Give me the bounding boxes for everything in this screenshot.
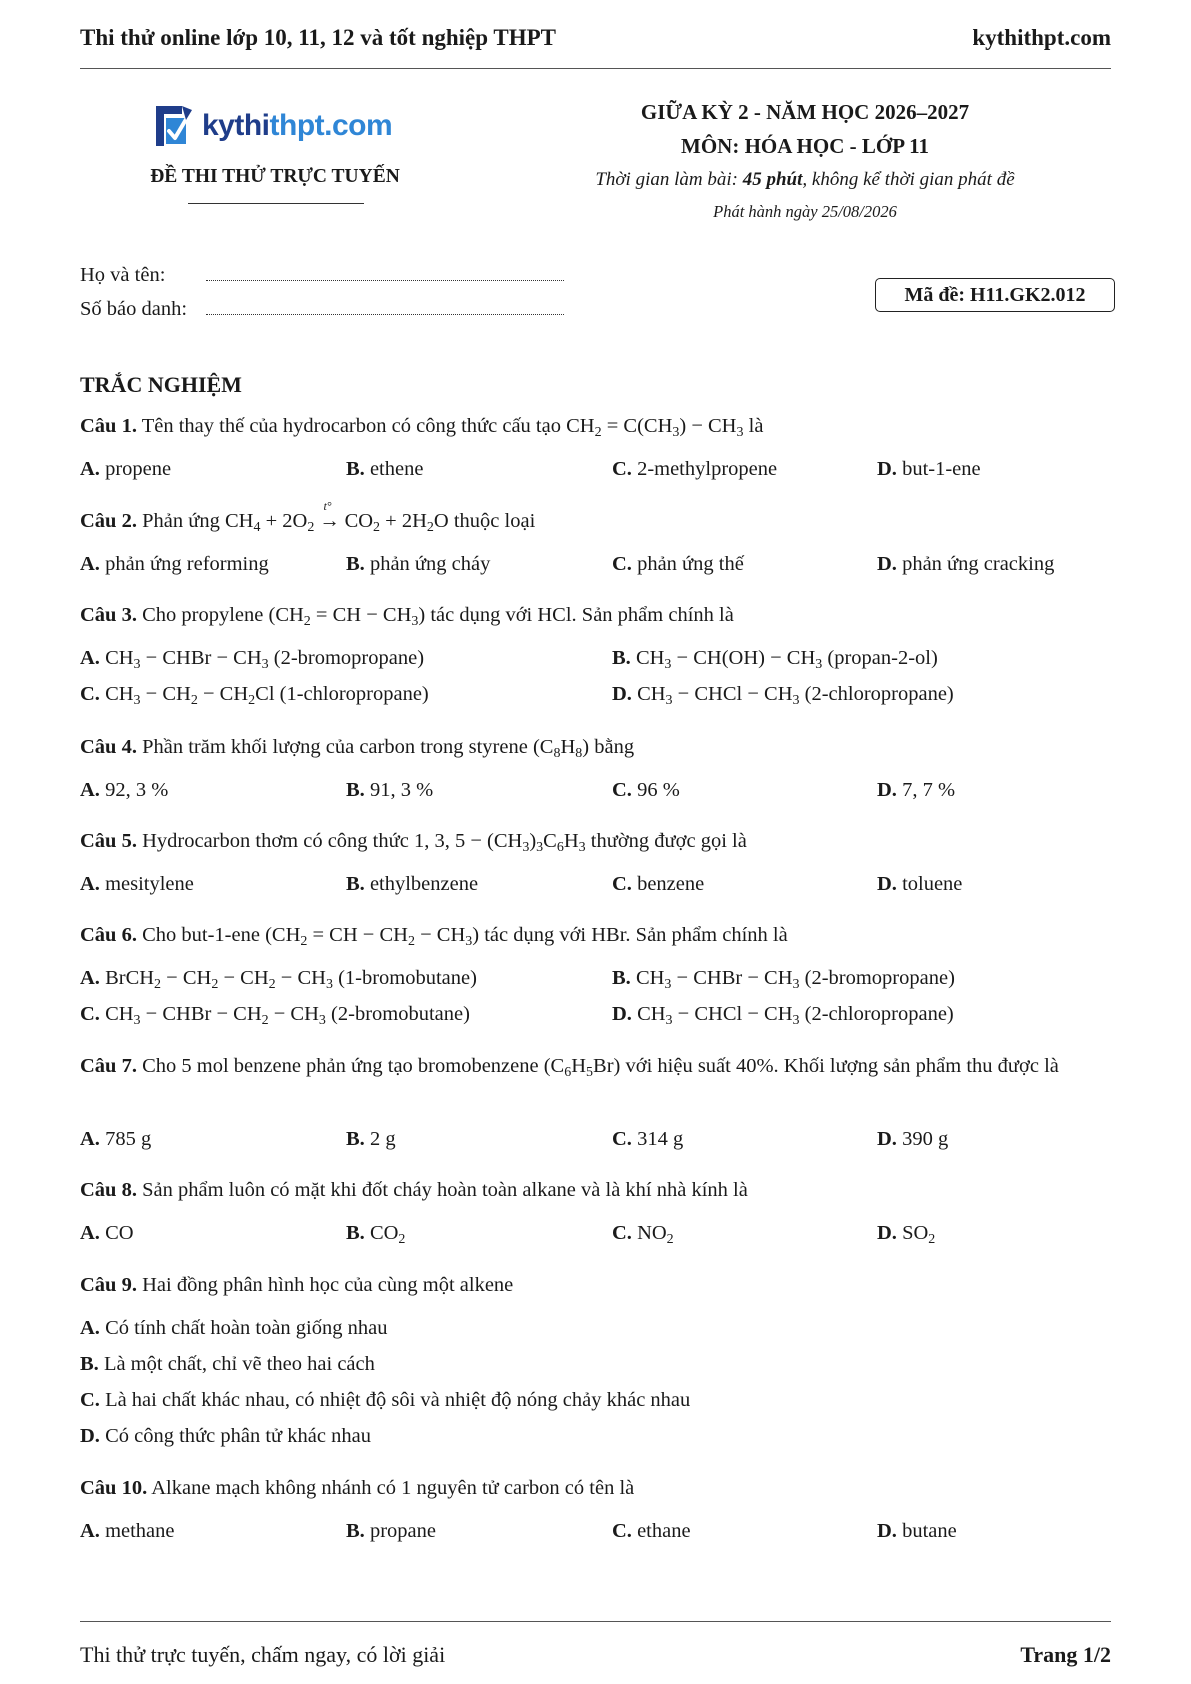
option-letter: B. bbox=[612, 967, 631, 989]
q8-option-a[interactable] bbox=[80, 1218, 134, 1248]
question-9-label: Câu 9. bbox=[80, 1274, 137, 1296]
option-letter: A. bbox=[80, 553, 100, 575]
question-9-text: Hai đồng phân hình học của cùng một alkene bbox=[142, 1274, 514, 1296]
header-left-text: Thi thử online lớp 10, 11, 12 và tốt nghiệp THPT bbox=[80, 25, 556, 50]
option-text: $CH_3 - CH_2 - CH_2Cl$ (1-chloropropane) bbox=[105, 683, 429, 708]
q1-option-b[interactable] bbox=[346, 454, 423, 484]
q6-option-b[interactable] bbox=[612, 963, 955, 993]
option-letter: D. bbox=[877, 779, 897, 801]
question-10 bbox=[80, 1473, 1111, 1503]
question-5-label: Câu 5. bbox=[80, 830, 137, 852]
option-letter: B. bbox=[346, 873, 365, 895]
q10-option-c[interactable] bbox=[612, 1516, 691, 1546]
option-text: $CH_3 - CH(OH) - CH_3$ (propan-2-ol) bbox=[635, 647, 938, 672]
q9-option-b[interactable] bbox=[80, 1349, 375, 1379]
option-letter: C. bbox=[612, 1520, 632, 1542]
option-text: $NO_2$ bbox=[637, 1222, 674, 1247]
option-letter: A. bbox=[80, 1222, 100, 1244]
question-4 bbox=[80, 732, 1111, 762]
q6-option-d[interactable] bbox=[612, 999, 954, 1029]
option-letter: B. bbox=[346, 1222, 365, 1244]
student-name-row bbox=[80, 264, 564, 287]
q10-option-b[interactable] bbox=[346, 1516, 436, 1546]
question-7-label: Câu 7. bbox=[80, 1055, 137, 1077]
option-letter: C. bbox=[80, 1003, 100, 1025]
question-7-text: Cho 5 mol benzene phản ứng tạo bromobenzene $(C_6H_5Br)$ với hiệu suất 40%. Khối lượng sản phẩm thu được là bbox=[142, 1055, 1059, 1080]
q6-option-c[interactable] bbox=[80, 999, 470, 1029]
question-6-text: Cho but-1-ene ($CH_2$ = CH − $CH_2 - CH_3$) tác dụng với HBr. Sản phẩm chính là bbox=[142, 924, 788, 949]
option-text: ethylbenzene bbox=[369, 873, 479, 895]
exam-time-value: 45 phút bbox=[742, 169, 803, 190]
option-text: methane bbox=[105, 1520, 175, 1542]
option-letter: A. bbox=[80, 873, 100, 895]
option-text: 92, 3 % bbox=[105, 779, 169, 801]
option-text: Có tính chất hoàn toàn giống nhau bbox=[105, 1317, 388, 1339]
q4-option-c[interactable] bbox=[612, 775, 680, 805]
option-letter: A. bbox=[80, 647, 100, 669]
question-10-label: Câu 10. bbox=[80, 1477, 148, 1499]
question-4-text: Phần trăm khối lượng của carbon trong styrene $(C_8H_8)$ bằng bbox=[142, 736, 635, 761]
option-letter: D. bbox=[877, 1520, 897, 1542]
student-id-label: Số báo danh: bbox=[80, 298, 188, 320]
question-1 bbox=[80, 411, 1111, 441]
option-text: ethane bbox=[637, 1520, 691, 1542]
q2-option-d[interactable] bbox=[877, 549, 1054, 579]
q5-option-b[interactable] bbox=[346, 869, 478, 899]
q2-option-b[interactable] bbox=[346, 549, 490, 579]
option-text: BrCH$_2$ − $CH_2 - CH_2 - CH_3$ (1-bromobutane) bbox=[105, 967, 477, 992]
option-letter: C. bbox=[612, 1128, 632, 1150]
option-letter: A. bbox=[80, 779, 100, 801]
option-text: 785 g bbox=[105, 1128, 152, 1150]
question-4-label: Câu 4. bbox=[80, 736, 137, 758]
q4-option-a[interactable] bbox=[80, 775, 168, 805]
q7-option-d[interactable] bbox=[877, 1124, 948, 1154]
question-8 bbox=[80, 1175, 1111, 1205]
option-letter: D. bbox=[877, 458, 897, 480]
option-letter: C. bbox=[612, 458, 632, 480]
footer-tagline: Thi thử trực tuyến, chấm ngay, có lời giải bbox=[80, 1642, 446, 1667]
option-text: mesitylene bbox=[105, 873, 194, 895]
option-letter: B. bbox=[346, 553, 365, 575]
question-2-text: Phản ứng $CH_4 + 2O_2$ t° → $CO_2 + 2H_2O$ thuộc loại bbox=[142, 499, 536, 535]
header-site-link[interactable]: kythithpt.com bbox=[972, 25, 1111, 50]
question-1-label: Câu 1. bbox=[80, 415, 137, 437]
option-letter: B. bbox=[346, 1128, 365, 1150]
question-2 bbox=[80, 499, 1111, 536]
option-letter: A. bbox=[80, 1128, 100, 1150]
student-id-field[interactable] bbox=[206, 310, 564, 315]
option-text: 2 g bbox=[369, 1128, 396, 1150]
option-text: phản ứng cháy bbox=[369, 553, 491, 575]
option-text: propane bbox=[369, 1520, 436, 1542]
question-3-text: Cho propylene ($CH_2$ = CH − $CH_3$) tác dụng với HCl. Sản phẩm chính là bbox=[142, 604, 734, 629]
option-text: phản ứng cracking bbox=[902, 553, 1055, 575]
option-letter: B. bbox=[80, 1353, 99, 1375]
option-text: CO bbox=[105, 1222, 134, 1244]
org-subtitle: ĐỀ THI THỬ TRỰC TUYẾN bbox=[150, 166, 400, 187]
option-text: toluene bbox=[902, 873, 963, 895]
option-text: ethene bbox=[369, 458, 424, 480]
logo-mark-icon bbox=[152, 100, 198, 152]
q3-option-d[interactable] bbox=[612, 679, 954, 709]
student-name-label: Họ và tên: bbox=[80, 264, 166, 286]
q10-option-d[interactable] bbox=[877, 1516, 957, 1546]
logo-text-part2: thpt.com bbox=[269, 109, 393, 142]
exam-title: GIỮA KỲ 2 - NĂM HỌC 2026–2027 bbox=[640, 100, 970, 124]
q3-option-c[interactable] bbox=[80, 679, 429, 709]
question-8-label: Câu 8. bbox=[80, 1179, 137, 1201]
exam-info bbox=[555, 95, 1055, 227]
q1-option-c[interactable] bbox=[612, 454, 777, 484]
option-text: butane bbox=[902, 1520, 957, 1542]
option-letter: D. bbox=[80, 1425, 100, 1447]
option-text: 390 g bbox=[902, 1128, 949, 1150]
option-letter: C. bbox=[612, 779, 632, 801]
q5-option-c[interactable] bbox=[612, 869, 704, 899]
footer-divider bbox=[80, 1621, 1111, 1622]
question-3 bbox=[80, 600, 1111, 630]
option-letter: A. bbox=[80, 458, 100, 480]
logo-wordmark bbox=[202, 109, 392, 143]
option-letter: C. bbox=[612, 1222, 632, 1244]
site-logo[interactable] bbox=[152, 100, 392, 152]
option-text: 91, 3 % bbox=[369, 779, 434, 801]
question-1-text: Tên thay thế của hydrocarbon có công thức cấu tạo $CH_2 = C(CH_3) - CH_3$ là bbox=[141, 415, 764, 440]
option-letter: D. bbox=[877, 553, 897, 575]
option-text: propene bbox=[105, 458, 172, 480]
q9-option-a[interactable] bbox=[80, 1313, 387, 1343]
option-letter: A. bbox=[80, 1317, 100, 1339]
option-letter: C. bbox=[612, 553, 632, 575]
q3-option-a[interactable] bbox=[80, 643, 424, 673]
page-number: Trang 1/2 bbox=[1020, 1642, 1111, 1667]
question-6-label: Câu 6. bbox=[80, 924, 137, 946]
option-text: $CH_3$ − CHCl − $CH_3$ (2-chloropropane) bbox=[637, 1003, 954, 1028]
option-text: $SO_2$ bbox=[902, 1222, 936, 1247]
exam-time-prefix: Thời gian làm bài: bbox=[595, 169, 743, 190]
option-text: but-1-ene bbox=[902, 458, 981, 480]
option-letter: C. bbox=[80, 1389, 100, 1411]
q7-option-a[interactable] bbox=[80, 1124, 151, 1154]
option-text: phản ứng reforming bbox=[105, 553, 269, 575]
option-text: $CO_2$ bbox=[369, 1222, 406, 1247]
q1-option-a[interactable] bbox=[80, 454, 171, 484]
option-letter: B. bbox=[612, 647, 631, 669]
question-9 bbox=[80, 1270, 1111, 1300]
q4-option-d[interactable] bbox=[877, 775, 955, 805]
q8-option-b[interactable] bbox=[346, 1218, 405, 1248]
option-text: $CH_3$ − CHBr − $CH_3$ (2-bromopropane) bbox=[105, 647, 425, 672]
q10-option-a[interactable] bbox=[80, 1516, 175, 1546]
option-letter: A. bbox=[80, 1520, 100, 1542]
option-letter: D. bbox=[612, 683, 632, 705]
q8-option-c[interactable] bbox=[612, 1218, 674, 1248]
question-5 bbox=[80, 826, 1111, 856]
question-6 bbox=[80, 920, 1111, 950]
q1-option-d[interactable] bbox=[877, 454, 981, 484]
option-text: phản ứng thế bbox=[637, 553, 744, 575]
question-8-text: Sản phẩm luôn có mặt khi đốt cháy hoàn toàn alkane và là khí nhà kính là bbox=[142, 1179, 748, 1201]
question-5-text: Hydrocarbon thơm có công thức 1, 3, $5 - (CH_3)_3C_6H_3$ thường được gọi là bbox=[142, 830, 747, 855]
q9-option-d[interactable] bbox=[80, 1421, 371, 1451]
option-letter: D. bbox=[612, 1003, 632, 1025]
question-7 bbox=[80, 1051, 1111, 1081]
q9-option-c[interactable] bbox=[80, 1385, 690, 1415]
page-header bbox=[80, 20, 1111, 56]
option-letter: D. bbox=[877, 873, 897, 895]
q5-option-d[interactable] bbox=[877, 869, 962, 899]
page-footer bbox=[80, 1642, 1111, 1668]
q7-option-c[interactable] bbox=[612, 1124, 683, 1154]
logo-text-part1: kythi bbox=[202, 109, 270, 142]
q6-option-a[interactable] bbox=[80, 963, 477, 993]
student-name-field[interactable] bbox=[206, 276, 564, 281]
question-2-label: Câu 2. bbox=[80, 510, 137, 532]
option-text: 7, 7 % bbox=[902, 779, 956, 801]
option-letter: B. bbox=[346, 458, 365, 480]
exam-code-box: Mã đề: H11.GK2.012 bbox=[875, 278, 1115, 312]
option-text: $CH_3$ − CHBr − $CH_2 - CH_3$ (2-bromobutane) bbox=[105, 1003, 470, 1028]
option-text: Có công thức phân tử khác nhau bbox=[105, 1425, 371, 1447]
option-letter: D. bbox=[877, 1222, 897, 1244]
option-letter: A. bbox=[80, 967, 100, 989]
option-text: Là một chất, chỉ vẽ theo hai cách bbox=[103, 1353, 375, 1375]
option-text: $CH_3$ − CHCl − $CH_3$ (2-chloropropane) bbox=[637, 683, 954, 708]
option-letter: C. bbox=[80, 683, 100, 705]
option-letter: B. bbox=[346, 1520, 365, 1542]
student-id-row bbox=[80, 298, 564, 321]
q8-option-d[interactable] bbox=[877, 1218, 935, 1248]
q2-option-a[interactable] bbox=[80, 549, 269, 579]
option-text: Là hai chất khác nhau, có nhiệt độ sôi và nhiệt độ nóng chảy khác nhau bbox=[105, 1389, 691, 1411]
exam-time bbox=[555, 163, 1055, 197]
q3-option-b[interactable] bbox=[612, 643, 938, 673]
option-letter: D. bbox=[877, 1128, 897, 1150]
exam-time-suffix: , không kể thời gian phát đề bbox=[802, 169, 1015, 190]
question-10-text: Alkane mạch không nhánh có 1 nguyên tử carbon có tên là bbox=[151, 1477, 635, 1499]
org-subtitle-underline bbox=[188, 203, 364, 204]
section-title: TRẮC NGHIỆM bbox=[80, 372, 242, 397]
option-letter: C. bbox=[612, 873, 632, 895]
header-divider bbox=[80, 68, 1111, 69]
q7-option-b[interactable] bbox=[346, 1124, 396, 1154]
q5-option-a[interactable] bbox=[80, 869, 194, 899]
option-text: 96 % bbox=[637, 779, 680, 801]
option-text: $CH_3$ − CHBr − $CH_3$ (2-bromopropane) bbox=[635, 967, 955, 992]
option-text: benzene bbox=[637, 873, 705, 895]
option-text: 314 g bbox=[637, 1128, 684, 1150]
q4-option-b[interactable] bbox=[346, 775, 433, 805]
option-letter: B. bbox=[346, 779, 365, 801]
question-3-label: Câu 3. bbox=[80, 604, 137, 626]
exam-release-date: Phát hành ngày 25/08/2026 bbox=[713, 202, 897, 221]
exam-subject: MÔN: HÓA HỌC - LỚP 11 bbox=[681, 134, 929, 158]
option-text: 2-methylpropene bbox=[637, 458, 778, 480]
q2-option-c[interactable] bbox=[612, 549, 744, 579]
